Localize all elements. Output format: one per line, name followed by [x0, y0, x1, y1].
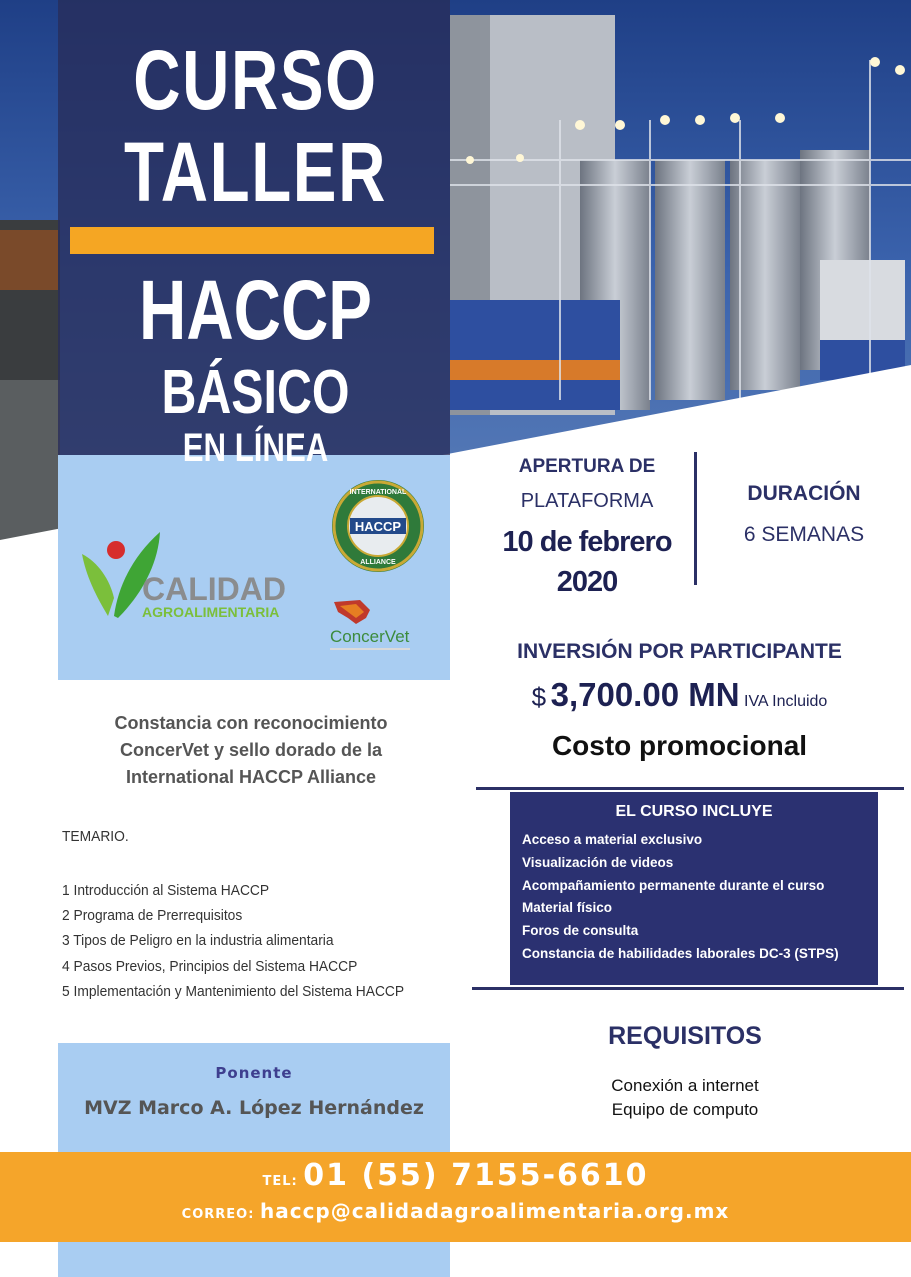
constancia-text: [64, 710, 438, 791]
price-row: [462, 676, 897, 714]
temario-item: 4 Pasos Previos, Principios del Sistema HACCP: [62, 957, 358, 975]
title-basico: BÁSICO: [161, 358, 350, 427]
ponente-label: Ponente: [215, 1064, 293, 1082]
title-taller: TALLER: [124, 125, 387, 219]
constancia-line: Constancia con reconocimiento: [114, 713, 388, 733]
haccp-alliance-seal: [330, 478, 426, 574]
requisitos-title: REQUISITOS: [608, 1022, 762, 1050]
temario-item: 5 Implementación y Mantenimiento del Sistema HACCP: [62, 982, 405, 1000]
ponente-name: MVZ Marco A. López Hernández: [84, 1097, 424, 1119]
title-en-linea: EN LÍNEA: [182, 426, 329, 470]
price-amount: 3,700.00 MN: [550, 676, 740, 713]
svg-text:HACCP: HACCP: [354, 519, 402, 534]
incluye-item: Acompañamiento permanente durante el curso: [522, 877, 825, 893]
concervet-logo: [326, 596, 430, 660]
incluye-item: Visualización de videos: [522, 854, 674, 870]
incluye-title: EL CURSO INCLUYE: [615, 803, 773, 820]
title-haccp: HACCP: [139, 263, 372, 357]
temario-list: [62, 878, 404, 1004]
promo-label: Costo promocional: [551, 730, 808, 761]
apertura-label-2: PLATAFORMA: [520, 490, 654, 512]
svg-text:CALIDAD: CALIDAD: [142, 571, 286, 607]
incluye-rule-top: [476, 787, 904, 790]
constancia-line: ConcerVet y sello dorado de la: [119, 740, 383, 760]
calidad-agroalimentaria-logo: [78, 526, 308, 626]
duracion-value: 6 SEMANAS: [743, 523, 865, 546]
svg-text:INTERNATIONAL: INTERNATIONAL: [349, 489, 407, 496]
incluye-item: Acceso a material exclusivo: [522, 832, 703, 847]
title-divider-bar: [70, 227, 434, 254]
requisito-item: Conexión a internet: [611, 1076, 759, 1095]
svg-text:ALLIANCE: ALLIANCE: [360, 559, 396, 566]
inversion-label: INVERSIÓN POR PARTICIPANTE: [517, 640, 842, 663]
svg-text:ConcerVet: ConcerVet: [330, 627, 410, 646]
title-curso: CURSO: [133, 33, 378, 127]
temario-item: 1 Introducción al Sistema HACCP: [62, 882, 270, 899]
svg-text:AGROALIMENTARIA: AGROALIMENTARIA: [142, 604, 280, 620]
apertura-date-1: 10 de febrero: [502, 526, 672, 558]
constancia-line: International HACCP Alliance: [125, 767, 377, 787]
requisito-item: Equipo de computo: [611, 1100, 759, 1119]
temario-item: 3 Tipos de Peligro en la industria alimentaria: [62, 932, 334, 950]
email-row: [0, 1199, 911, 1223]
phone-label: TEL:: [262, 1174, 298, 1189]
incluye-list: [522, 829, 839, 966]
temario-item: 2 Programa de Prerrequisitos: [62, 907, 243, 925]
email-address[interactable]: haccp@calidadagroalimentaria.org.mx: [259, 1199, 730, 1223]
phone-number[interactable]: 01 (55) 7155-6610: [303, 1158, 649, 1193]
incluye-item: Constancia de habilidades laborales DC-3 (STPS): [522, 945, 839, 961]
price-currency: $: [531, 682, 547, 712]
price-tax-note: IVA Incluido: [744, 693, 828, 710]
apertura-label-1: APERTURA DE: [518, 456, 656, 477]
temario-title: TEMARIO.: [62, 828, 129, 845]
vertical-divider: [694, 452, 697, 585]
phone-row: [0, 1158, 911, 1193]
incluye-item: Material físico: [522, 900, 613, 916]
incluye-item: Foros de consulta: [522, 923, 639, 939]
apertura-date-2: 2020: [556, 566, 618, 598]
duracion-label: DURACIÓN: [747, 482, 861, 505]
email-label: CORREO:: [181, 1207, 255, 1222]
incluye-rule-bottom: [472, 987, 904, 990]
